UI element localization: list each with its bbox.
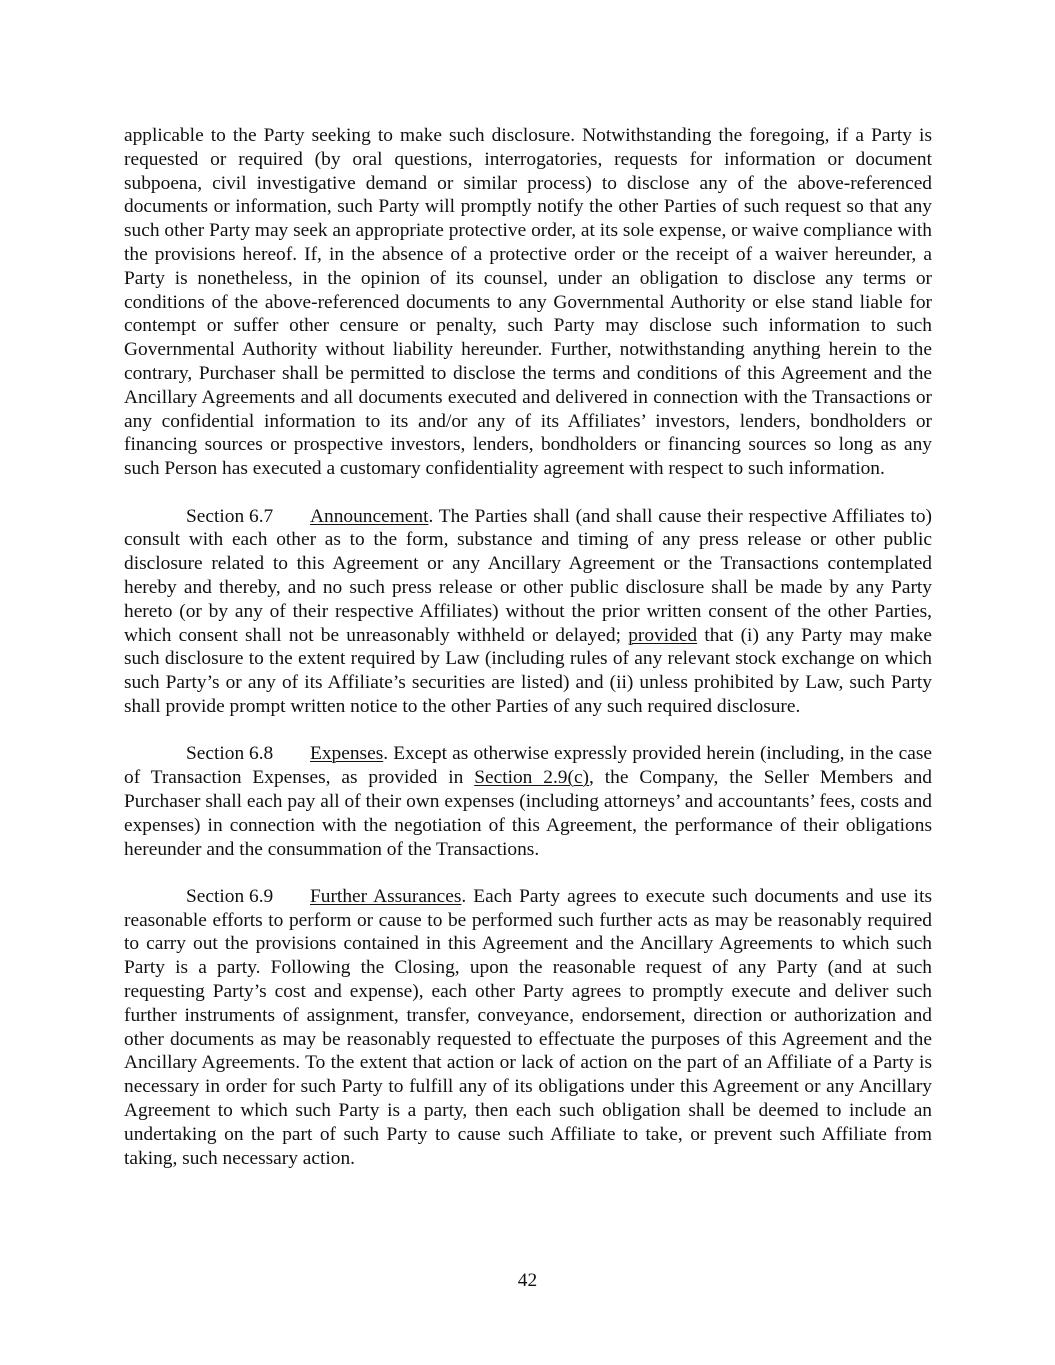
section-6-7-number: Section 6.7	[186, 505, 274, 527]
section-6-9-heading: Further Assurances	[310, 885, 462, 907]
page-number: 42	[517, 1270, 538, 1291]
section-6-9-text-1: . Each Party agrees to execute such documents and use its reasonable efforts to perform or cause to be performed such further acts as may be reasonably required to carry out the provisions contained in this Agreement and the Ancillary Agreements to which such Party is a party. Following the Closing, upon the reasonable request of any Party (and at such requesting Party’s cost and expense), each other Party agrees to promptly execute and deliver such further instruments of assignment, transfer, conveyance, endorsement, direction or authorization and other documents as may be reasonably requested to effectuate the purposes of this Agreement and the Ancillary Agreements. To the extent that action or lack of action on the part of an Affiliate of a Party is necessary in order for such Party to fulfill any of its obligations under this Agreement or any Ancillary Agreement to which such Party is a party, then each such obligation shall be deemed to include an undertaking on the part of such Party to cause such Affiliate to take, or prevent such Affiliate from taking, such necessary action.	[124, 885, 932, 1169]
document-page	[124, 124, 932, 1170]
section-6-9-number: Section 6.9	[186, 885, 274, 907]
opening-paragraph: applicable to the Party seeking to make such disclosure. Notwithstanding the foregoing, if a Party is requested or required (by oral questions, interrogatories, requests for information or document subpoena, civil investigative demand or similar process) to disclose any of the above-referenced documents or information, such Party will promptly notify the other Parties of such request so that any such other Party may seek an appropriate protective order, at its sole expense, or waive compliance with the provisions hereof. If, in the absence of a protective order or the receipt of a waiver hereunder, a Party is nonetheless, in the opinion of its counsel, under an obligation to disclose any terms or conditions of the above-referenced documents to any Governmental Authority or else stand liable for contempt or suffer other censure or penalty, such Party may disclose such information to such Governmental Authority without liability hereunder. Further, notwithstanding anything herein to the contrary, Purchaser shall be permitted to disclose the terms and conditions of this Agreement and the Ancillary Agreements and all documents executed and delivered in connection with the Transactions or any confidential information to its and/or any of its Affiliates’ investors, lenders, bondholders or financing sources or prospective investors, lenders, bondholders or financing sources so long as any such Person has executed a customary confidentiality agreement with respect to such information.	[124, 125, 932, 480]
section-6-8-text-2: , the Company, the Seller Members and Purchaser shall each pay all of their own expenses (including attorneys’ and accountants’ fees, costs and expenses) in connection with the negotiation of this Agreement, the performance of their obligations hereunder and the consummation of the Transactions.	[124, 767, 932, 860]
section-6-7-text-1: . The Parties shall (and shall cause their respective Affiliates to) consult with each other as to the form, substance and timing of any press release or other public disclosure related to this Agreement or any Ancillary Agreement or the Transactions contemplated hereby and thereby, and no such press release or other public disclosure shall be made by any Party hereto (or by any of their respective Affiliates) without the prior written consent of the other Parties, which consent shall not be unreasonably withheld or delayed;	[124, 505, 932, 646]
section-2-9c-reference: Section 2.9(c)	[474, 767, 590, 789]
section-6-7-heading: Announcement	[310, 505, 429, 527]
section-6-8-number: Section 6.8	[186, 743, 274, 765]
section-6-8-heading: Expenses	[310, 743, 384, 765]
section-6-8-text-1: . Except as otherwise expressly provided herein (including, in the case of Transaction Expenses, as provided in	[124, 743, 932, 789]
section-6-9-paragraph	[124, 885, 932, 1171]
section-6-8-paragraph	[124, 742, 932, 861]
section-6-7-paragraph	[124, 505, 932, 719]
provided-term: provided	[628, 624, 698, 646]
section-6-7-text-2: that (i) any Party may make such disclosure to the extent required by Law (including rules of any relevant stock exchange on which such Party’s or any of its Affiliate’s securities are listed) and (ii) unless prohibited by Law, such Party shall provide prompt written notice to the other Parties of any such required disclosure.	[124, 624, 932, 717]
